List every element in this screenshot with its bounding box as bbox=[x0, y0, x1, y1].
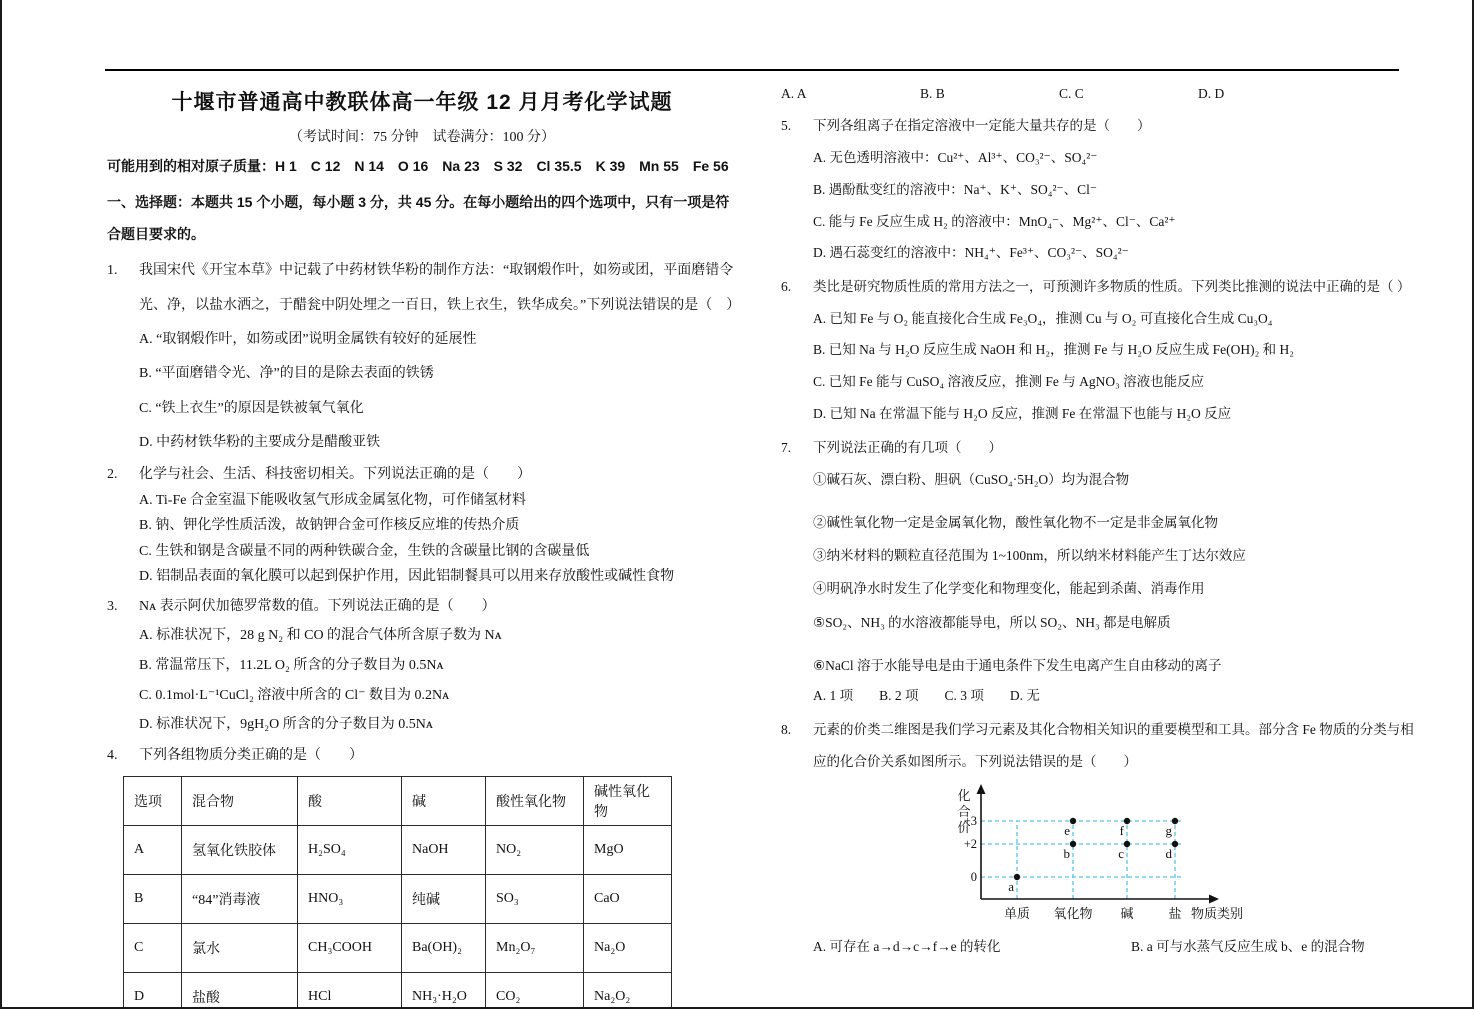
table-header-cell: 碱 bbox=[402, 776, 486, 825]
option-a: A. 可存在 a→d→c→f→e 的转化 bbox=[813, 939, 1001, 955]
option-a: A. Ti-Fe 合金室温下能吸收氢气形成金属氢化物，可作储氢材料 bbox=[139, 492, 526, 508]
table-cell: NO₂ bbox=[486, 825, 584, 874]
table-cell: 盐酸 bbox=[182, 972, 298, 1009]
table-row bbox=[124, 923, 672, 972]
option-a: A. 无色透明溶液中：Cu²⁺、Al³⁺、CO₃²⁻、SO₄²⁻ bbox=[813, 150, 1098, 166]
table-row bbox=[124, 825, 672, 874]
svg-text:化: 化 bbox=[957, 788, 971, 804]
svg-text:合: 合 bbox=[957, 804, 971, 820]
table-cell: 氢氧化铁胶体 bbox=[182, 825, 298, 874]
q8-option-row bbox=[813, 933, 1423, 961]
exam-info: （考试时间：75 分钟 试卷满分：100 分） bbox=[289, 130, 555, 145]
question-number: 6. bbox=[781, 278, 792, 294]
table-row bbox=[124, 874, 672, 923]
option-d: D. 中药材铁华粉的主要成分是醋酸亚铁 bbox=[139, 434, 381, 450]
right-column bbox=[781, 80, 1423, 966]
q7-item-3: ③纳米材料的颗粒直径范围为 1~100nm，所以纳米材料能产生丁达尔效应 bbox=[813, 548, 1246, 564]
option-c: C. 3 项 bbox=[944, 687, 984, 703]
option-b: B. 已知 Na 与 H₂O 反应生成 NaOH 和 H₂，推测 Fe 与 H₂O 反应生成 Fe(OH)₂ 和 H₂ bbox=[813, 342, 1295, 358]
left-column bbox=[107, 82, 741, 1009]
table-cell: Ba(OH)₂ bbox=[402, 923, 486, 972]
table-row bbox=[124, 972, 672, 1009]
option-b: B. 2 项 bbox=[879, 687, 919, 703]
option-c: C. “铁上衣生”的原因是铁被氧气氧化 bbox=[139, 400, 364, 416]
q7-item-1: ①碱石灰、漂白粉、胆矾（CuSO₄·5H₂O）均为混合物 bbox=[813, 472, 1130, 488]
svg-text:氧化物: 氧化物 bbox=[1053, 906, 1093, 922]
svg-text:物质类别: 物质类别 bbox=[1191, 906, 1244, 922]
table-cell: NaOH bbox=[402, 825, 486, 874]
table-cell: 氯水 bbox=[182, 923, 298, 972]
option-c: C. 生铁和钢是含碳量不同的两种铁碳合金，生铁的含碳量比钢的含碳量低 bbox=[139, 543, 590, 559]
option-d: D. 无 bbox=[1009, 687, 1040, 703]
table-cell: MgO bbox=[584, 825, 672, 874]
svg-text:g: g bbox=[1165, 823, 1172, 839]
question-stem: 我国宋代《开宝本草》中记载了中药材铁华粉的制作方法：“取钢煅作叶，如笏或团，平面磨错令光、净，以盐水洒之，于醋瓮中阴处埋之一百日，铁上衣生，铁华成矣。”下列说法错误的是（ ） bbox=[139, 263, 741, 313]
table-cell: C bbox=[124, 923, 182, 972]
option-c: C. 0.1mol·L⁻¹CuCl₂ 溶液中所含的 Cl⁻ 数目为 0.2Nᴀ bbox=[139, 687, 450, 703]
question-7 bbox=[781, 432, 1423, 712]
q7-answer-row bbox=[813, 682, 1423, 710]
option-b: B. 遇酚酞变红的溶液中：Na⁺、K⁺、SO₄²⁻、Cl⁻ bbox=[813, 181, 1098, 197]
q7-item-2: ②碱性氧化物一定是金属氧化物，酸性氧化物不一定是非金属氧化物 bbox=[813, 515, 1218, 531]
table-cell: CO₂ bbox=[486, 972, 584, 1009]
question-stem: 元素的价类二维图是我们学习元素及其化合物相关知识的重要模型和工具。部分含 Fe 物质的分类与相应的化合价关系如图所示。下列说法错误的是（ ） bbox=[813, 721, 1414, 769]
question-number: 8. bbox=[781, 721, 792, 737]
question-stem: 下列说法正确的有几项（ ） bbox=[813, 439, 1002, 455]
table-cell: HNO₃ bbox=[298, 874, 402, 923]
svg-text:c: c bbox=[1118, 846, 1124, 862]
question-8 bbox=[781, 714, 1423, 964]
option-c: C. 已知 Fe 能与 CuSO₄ 溶液反应，推测 Fe 与 AgNO₃ 溶液也能反应 bbox=[813, 374, 1205, 390]
option-d: D. 已知 Na 在常温下能与 H₂O 反应，推测 Fe 在常温下也能与 H₂O 反应 bbox=[813, 405, 1232, 421]
svg-text:盐: 盐 bbox=[1168, 906, 1182, 922]
table-cell: Na₂O₂ bbox=[584, 972, 672, 1009]
table-cell: 纯碱 bbox=[402, 874, 486, 923]
question-stem: 下列各组离子在指定溶液中一定能大量共存的是（ ） bbox=[813, 118, 1151, 134]
svg-text:0: 0 bbox=[970, 870, 977, 885]
svg-text:b: b bbox=[1063, 846, 1070, 862]
option-a: A. “取钢煅作叶，如笏或团”说明金属铁有较好的延展性 bbox=[139, 331, 477, 347]
table-cell: H₂SO₄ bbox=[298, 825, 402, 874]
atomic-mass-line: 可能用到的相对原子质量：H 1 C 12 N 14 O 16 Na 23 S 32 Cl 35.5 K 39 Mn 55 Fe 56 bbox=[107, 158, 729, 174]
table-header-cell: 酸 bbox=[298, 776, 402, 825]
table-cell: D bbox=[124, 972, 182, 1009]
question-5 bbox=[781, 110, 1423, 269]
option-d: D. 标准状况下，9gH₂O 所含的分子数目为 0.5Nᴀ bbox=[139, 717, 433, 733]
svg-text:a: a bbox=[1008, 879, 1014, 895]
q4-table bbox=[123, 776, 672, 1009]
svg-text:+3: +3 bbox=[963, 814, 977, 829]
question-number: 7. bbox=[781, 439, 792, 455]
table-cell: “84”消毒液 bbox=[182, 874, 298, 923]
option-a: A. 标准状况下，28 g N₂ 和 CO 的混合气体所含原子数为 Nᴀ bbox=[139, 628, 502, 644]
header-rule bbox=[105, 69, 1399, 71]
table-header-cell: 碱性氧化物 bbox=[584, 776, 672, 825]
table-header-cell: 选项 bbox=[124, 776, 182, 825]
question-number: 5. bbox=[781, 118, 792, 134]
option-c: C. 能与 Fe 反应生成 H₂ 的溶液中：MnO₄⁻、Mg²⁺、Cl⁻、Ca²⁺ bbox=[813, 213, 1176, 229]
option-d: D. D bbox=[1198, 86, 1225, 101]
svg-text:单质: 单质 bbox=[1003, 906, 1031, 922]
option-a: A. A bbox=[781, 86, 807, 101]
svg-text:碱: 碱 bbox=[1120, 906, 1134, 922]
question-number: 2. bbox=[107, 467, 118, 483]
table-cell: HCl bbox=[298, 972, 402, 1009]
question-4 bbox=[107, 742, 737, 770]
table-cell: B bbox=[124, 874, 182, 923]
question-stem: 下列各组物质分类正确的是（ ） bbox=[139, 747, 363, 763]
table-cell: CaO bbox=[584, 874, 672, 923]
svg-text:d: d bbox=[1165, 846, 1172, 862]
table-cell: CH₃COOH bbox=[298, 923, 402, 972]
table-cell: Mn₂O₇ bbox=[486, 923, 584, 972]
section-header: 一、选择题：本题共 15 个小题，每小题 3 分，共 45 分。在每小题给出的四个选项中，只有一项是符合题目要求的。 bbox=[107, 194, 730, 243]
question-stem: 化学与社会、生活、科技密切相关。下列说法正确的是（ ） bbox=[139, 467, 531, 483]
svg-text:价: 价 bbox=[957, 820, 971, 836]
table-cell: Na₂O bbox=[584, 923, 672, 972]
q4-answer-row bbox=[781, 80, 1423, 108]
option-b: B. “平面磨错令光、净”的目的是除去表面的铁锈 bbox=[139, 366, 434, 382]
table-header-cell: 混合物 bbox=[182, 776, 298, 825]
option-d: D. 遇石蕊变红的溶液中：NH₄⁺、Fe³⁺、CO₃²⁻、SO₄²⁻ bbox=[813, 245, 1129, 261]
q7-item-6: ⑥NaCl 溶于水能导电是由于通电条件下发生电离产生自由移动的离子 bbox=[813, 657, 1222, 673]
svg-text:+2: +2 bbox=[963, 837, 977, 852]
question-6 bbox=[781, 271, 1423, 430]
svg-text:e: e bbox=[1064, 823, 1070, 839]
option-b: B. a 可与水蒸气反应生成 b、e 的混合物 bbox=[1131, 939, 1365, 955]
valence-chart bbox=[951, 781, 1423, 933]
question-1 bbox=[107, 254, 741, 460]
q7-item-5: ⑤SO₂、NH₃ 的水溶液都能导电，所以 SO₂、NH₃ 都是电解质 bbox=[813, 614, 1171, 630]
table-header-row bbox=[124, 776, 672, 825]
option-a: A. 已知 Fe 与 O₂ 能直接化合生成 Fe₃O₄，推测 Cu 与 O₂ 可直接化合生成 Cu₃O₄ bbox=[813, 310, 1273, 326]
q7-item-4: ④明矾净水时发生了化学变化和物理变化，能起到杀菌、消毒作用 bbox=[813, 581, 1205, 597]
table-header-cell: 酸性氧化物 bbox=[486, 776, 584, 825]
question-number: 3. bbox=[107, 598, 118, 614]
table-cell: SO₃ bbox=[486, 874, 584, 923]
option-b: B. B bbox=[920, 86, 945, 101]
page-title: 十堰市普通高中教联体高一年级 12 月月考化学试题 bbox=[171, 91, 673, 114]
option-c: C. C bbox=[1059, 86, 1084, 101]
option-d: D. 铝制品表面的氧化膜可以起到保护作用，因此铝制餐具可以用来存放酸性或碱性食物 bbox=[139, 569, 675, 585]
table-cell: A bbox=[124, 825, 182, 874]
question-number: 4. bbox=[107, 747, 118, 763]
option-b: B. 常温常压下，11.2L O₂ 所含的分子数目为 0.5Nᴀ bbox=[139, 657, 444, 673]
option-a: A. 1 项 bbox=[813, 687, 854, 703]
question-3 bbox=[107, 592, 737, 740]
svg-text:f: f bbox=[1119, 823, 1124, 839]
question-2 bbox=[107, 462, 737, 589]
question-stem: 类比是研究物质性质的常用方法之一，可预测许多物质的性质。下列类比推测的说法中正确的是（ ） bbox=[813, 278, 1411, 294]
question-number: 1. bbox=[107, 263, 118, 279]
option-b: B. 钠、钾化学性质活泼，故钠钾合金可作核反应堆的传热介质 bbox=[139, 518, 520, 534]
question-stem: Nᴀ 表示阿伏加德罗常数的值。下列说法正确的是（ ） bbox=[139, 598, 496, 614]
table-cell: NH₃·H₂O bbox=[402, 972, 486, 1009]
